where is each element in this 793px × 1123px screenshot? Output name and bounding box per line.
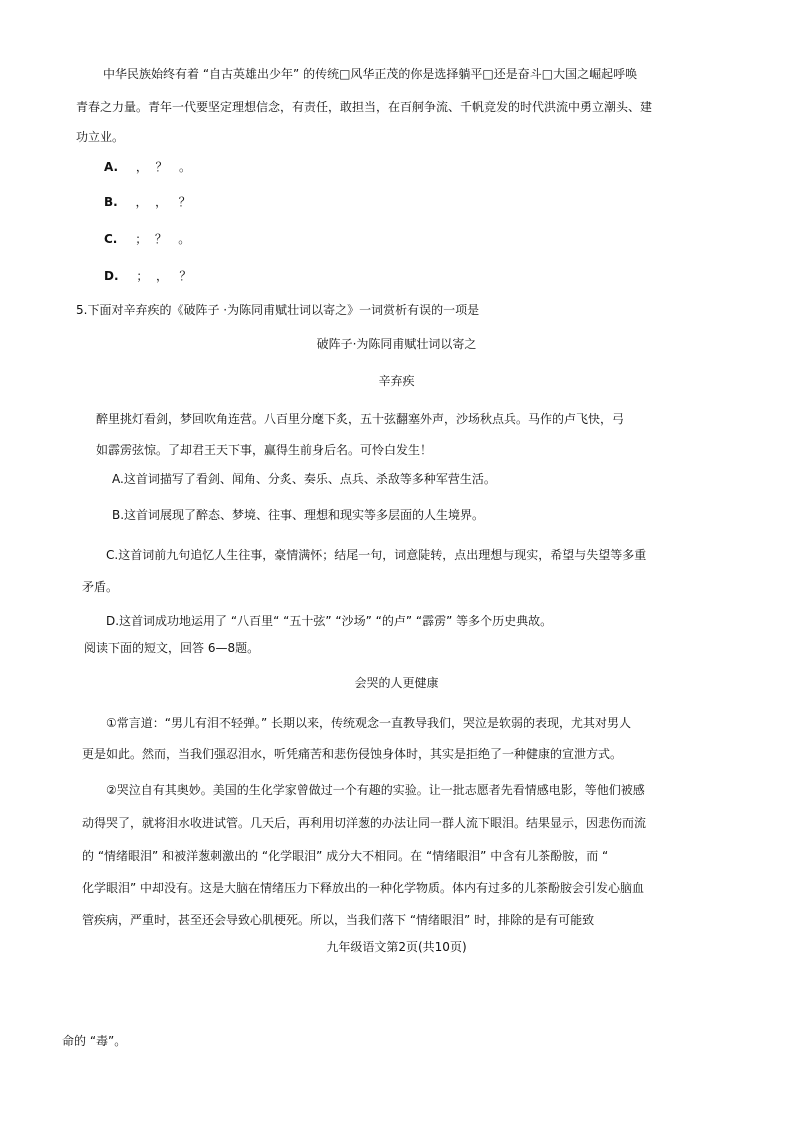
article-title: 会哭的人更健康	[354, 676, 439, 690]
paragraph2-line3: 的 “情绪眼泪” 和被洋葱刺激出的 “化学眼泪” 成分大不相同。在 “情绪眼泪” 中含有儿茶酚胺，而 “	[82, 849, 609, 863]
poem-line1: 醉里挑灯看剑，梦回吹角连营。八百里分麾下炙，五十弦翻塞外声，沙场秋点兵。马作的卢飞快，弓	[96, 412, 625, 426]
option-a[interactable]	[104, 159, 191, 175]
poem-title: 破阵子·为陈同甫赋壮词以寄之	[316, 337, 477, 351]
paragraph1-line1: ①常言道：“男儿有泪不轻弹。” 长期以来，传统观念一直教导我们，哭泣是软弱的表现，尤其对男人	[106, 716, 632, 730]
option-letter: D.	[104, 269, 119, 283]
q5-option-b[interactable]: B.这首词展现了醉态、梦境、往事、理想和现实等多层面的人生境界。	[112, 508, 485, 522]
paragraph1-line2: 更是如此。然而，当我们强忍泪水，听凭痛苦和悲伤侵蚀身体时，其实是拒绝了一种健康的宣泄方式。	[82, 747, 623, 761]
option-marks: ； ？ 。	[135, 232, 191, 246]
page-footer: 九年级语文第2页(共10页)	[326, 940, 467, 954]
question4-text-line2: 青春之力量。青年一代要坚定理想信念，有责任，敢担当，在百舸争流、千帆竞发的时代洪流中勇立潮头、建	[76, 100, 653, 114]
option-marks: ， ？ 。	[135, 160, 191, 174]
option-letter: A.	[104, 160, 119, 174]
q5-option-c-line1[interactable]: C.这首词前九句追忆人生往事，豪情满怀；结尾一句，词意陡转，点出理想与现实，希望与失望等多重	[106, 548, 647, 562]
poem-author: 辛弃疾	[378, 374, 415, 388]
paragraph2-line5: 管疾病，严重时，甚至还会导致心肌梗死。所以，当我们落下 “情绪眼泪” 时，排除的是有可能致	[82, 913, 595, 927]
paragraph2-continuation: 命的 “毒”。	[62, 1034, 127, 1048]
question4-text-line3: 功立业。	[76, 130, 125, 144]
option-d[interactable]	[104, 268, 191, 284]
reading-instruction: 阅读下面的短文，回答 6—8题。	[84, 641, 260, 655]
option-letter: C.	[104, 232, 118, 246]
paragraph2-line2: 动得哭了，就将泪水收进试管。几天后，再利用切洋葱的办法让同一群人流下眼泪。结果显示，因悲伤而流	[82, 816, 647, 830]
option-marks: ， ， ？	[135, 195, 191, 209]
option-b[interactable]	[104, 194, 191, 210]
option-c[interactable]	[104, 231, 190, 247]
paragraph2-line4: 化学眼泪” 中却没有。这是大脑在情绪压力下释放出的一种化学物质。体内有过多的儿茶酚胺会引发心脑血	[82, 881, 645, 895]
paragraph2-line1: ②哭泣自有其奥妙。美国的生化学家曾做过一个有趣的实验。让一批志愿者先看情感电影，等他们被感	[106, 783, 645, 797]
question5-stem: 5.下面对辛弃疾的《破阵子 ·为陈同甫赋壮词以寄之》一词赏析有误的一项是	[76, 303, 480, 317]
poem-line2: 如霹雳弦惊。了却君王天下事，赢得生前身后名。可怜白发生！	[96, 443, 433, 457]
option-letter: B.	[104, 195, 118, 209]
q5-option-c-line2[interactable]: 矛盾。	[82, 580, 119, 594]
q5-option-a[interactable]: A.这首词描写了看剑、闻角、分炙、奏乐、点兵、杀敌等多种军营生活。	[112, 472, 496, 486]
question4-text-line1: 中华民族始终有着 “自古英雄出少年” 的传统□风华正茂的你是选择躺平□还是奋斗□大国之崛起呼唤	[103, 67, 638, 81]
option-marks: ； ， ？	[136, 269, 192, 283]
q5-option-d[interactable]: D.这首词成功地运用了 “八百里“ “五十弦” “沙场” “的卢” “霹雳” 等多个历史典故。	[106, 614, 553, 628]
